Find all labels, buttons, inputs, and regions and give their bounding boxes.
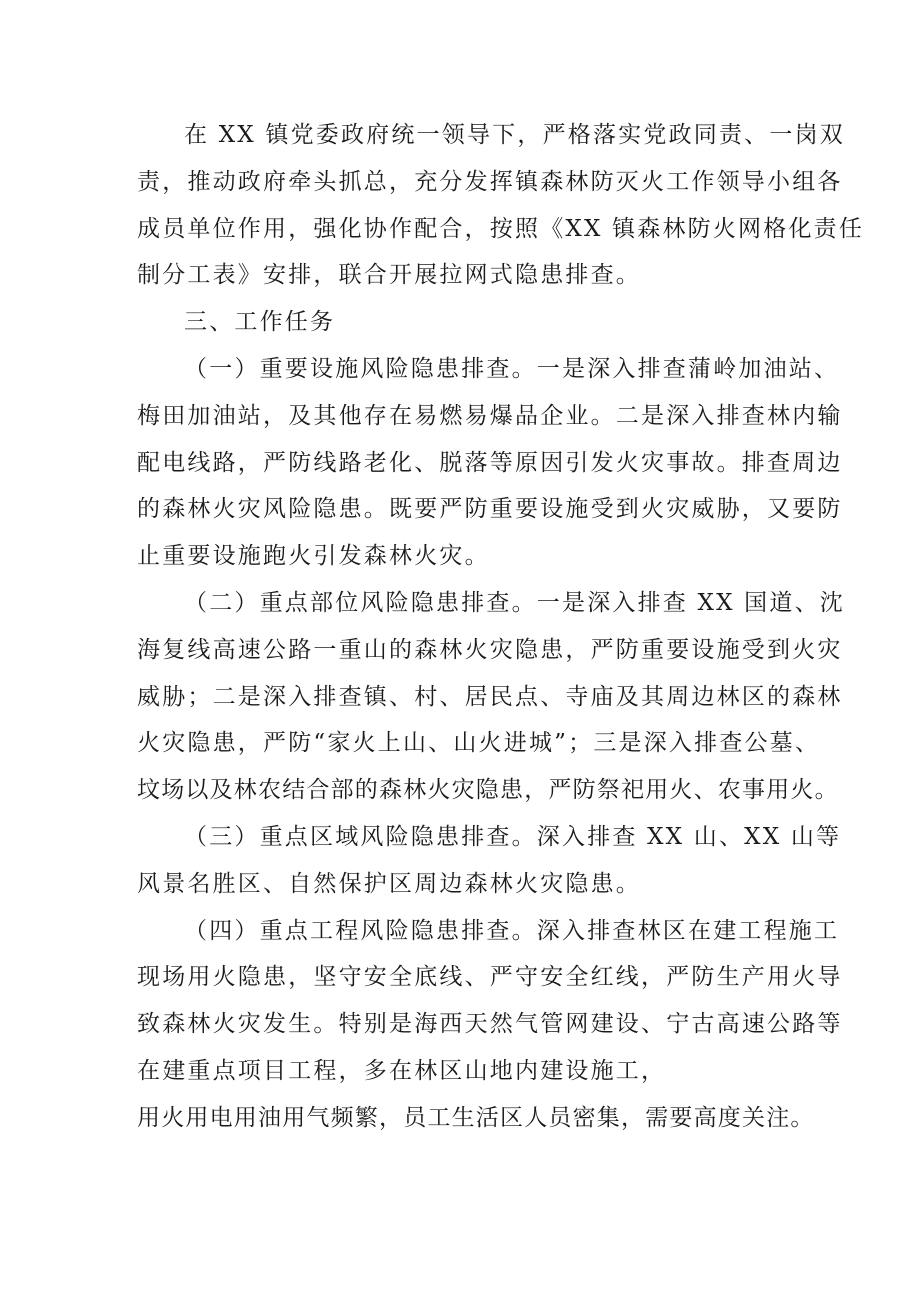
text-line: 海复线高速公路一重山的森林火灾隐患，严防重要设施受到火灾 — [137, 636, 843, 663]
text-line: 配电线路，严防线路老化、脱落等原因引发火灾事故。排查周边 — [137, 449, 843, 476]
text-line: 在 XX 镇党委政府统一领导下，严格落实党政同责、一岗双 — [184, 122, 845, 148]
text-line: 梅田加油站，及其他存在易燃易爆品企业。二是深入排查林内输 — [137, 402, 843, 429]
text-line: 火灾隐患，严防“家火上山、山火进城”；三是深入排查公墓、 — [137, 730, 821, 757]
paragraph-leadership — [137, 112, 865, 299]
text-line: （四）重点工程风险隐患排查。深入排查林区在建工程施工 — [184, 917, 840, 944]
paragraph-task-4 — [137, 908, 843, 1142]
paragraph-task-3 — [137, 814, 842, 908]
paragraph-task-1 — [137, 346, 843, 580]
text-line: 坟场以及林农结合部的森林火灾隐患，严防祭祀用火、农事用火。 — [137, 777, 839, 804]
text-line: （三）重点区域风险隐患排查。深入排查 XX 山、XX 山等 — [184, 823, 842, 850]
paragraph-task-2 — [137, 580, 845, 814]
text-line: 现场用火隐患，坚守安全底线、严守安全红线，严防生产用火导 — [137, 964, 843, 991]
text-line: 致森林火灾发生。特别是海西天然气管网建设、宁古高速公路等 — [137, 1011, 843, 1038]
text-line: 制分工表》安排，联合开展拉网式隐患排查。 — [137, 262, 641, 289]
text-line: 用火用电用油用气频繁，员工生活区人员密集，需要高度关注。 — [137, 1104, 815, 1131]
text-line: （二）重点部位风险隐患排查。一是深入排查 XX 国道、沈 — [184, 589, 845, 616]
document-body — [137, 112, 865, 1142]
text-line: 成员单位作用，强化协作配合，按照《XX 镇森林防火网格化责任 — [137, 215, 865, 242]
text-line: 在建重点项目工程，多在林区山地内建设施工， — [137, 1057, 667, 1084]
text-line: 责，推动政府牵头抓总，充分发挥镇森林防灭火工作领导小组各 — [137, 168, 843, 195]
text-line: 的森林火灾风险隐患。既要严防重要设施受到火灾威胁，又要防 — [137, 496, 843, 523]
text-line: （一）重要设施风险隐患排查。一是深入排查蒲岭加油站、 — [184, 355, 840, 382]
text-line: 止重要设施跑火引发森林火灾。 — [137, 543, 490, 570]
text-line: 风景名胜区、自然保护区周边森林火灾隐患。 — [137, 870, 641, 897]
text-line: 威胁；二是深入排查镇、村、居民点、寺庙及其周边林区的森林 — [137, 683, 843, 710]
section-heading-work-tasks — [137, 299, 797, 346]
section-heading: 三、工作任务 — [184, 309, 336, 336]
